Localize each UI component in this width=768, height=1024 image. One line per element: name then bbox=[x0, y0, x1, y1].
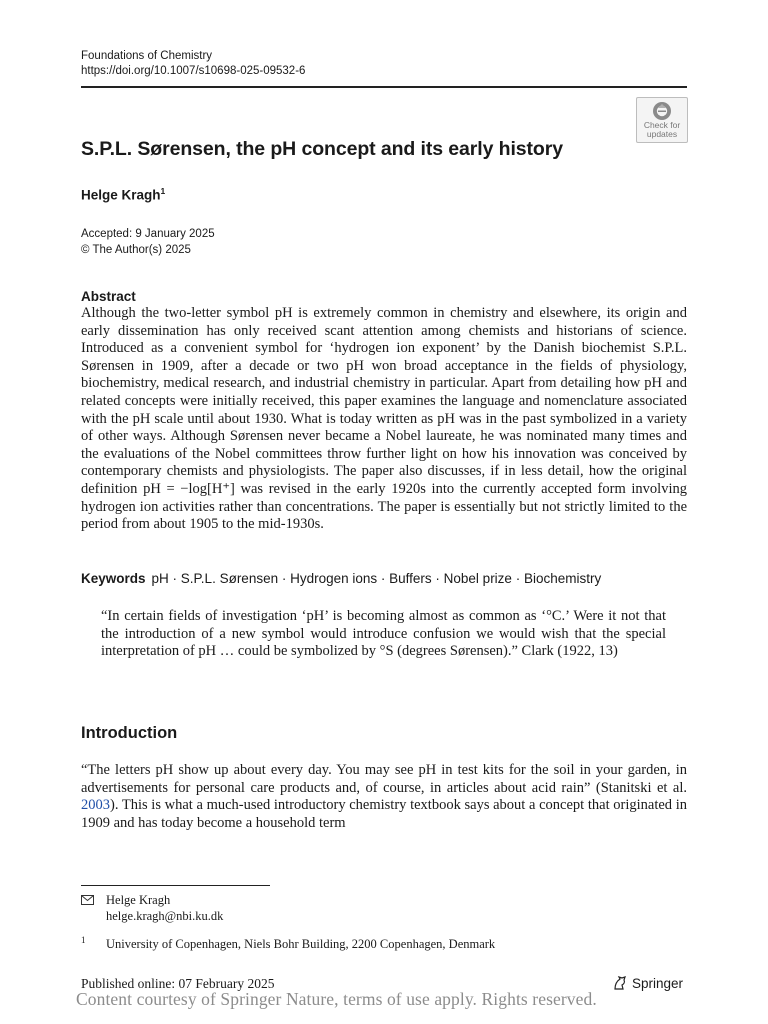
article-title: S.P.L. Sørensen, the pH concept and its early history bbox=[81, 138, 563, 160]
footnote-rule bbox=[81, 885, 270, 886]
keywords-list: pH · S.P.L. Sørensen · Hydrogen ions · Buffers · Nobel prize · Biochemistry bbox=[151, 571, 602, 586]
keywords-label: Keywords bbox=[81, 571, 146, 586]
affiliation-number: 1 bbox=[81, 935, 86, 945]
published-online: Published online: 07 February 2025 bbox=[81, 976, 275, 991]
keywords bbox=[81, 571, 687, 586]
citation-link[interactable]: 2003 bbox=[81, 797, 110, 814]
article-dates bbox=[81, 227, 215, 258]
abstract-text-part-1: Although the two-letter symbol pH is extremely common in chemistry and elsewhere, its origin and early dissemination has only received scant attention among chemists and historians of science. Introduced as a convenient symbol for ‘hydrogen ion exponent’ by the Danish biochemist S.P.L. Sørensen in 1909, after a decade or two pH won broad acceptance in the fields of physiology, biochemistry, medical research, and industrial chemistry in particular. Apart from detailing how pH and related concepts were initially received, this paper examines the language and nomenclature associated with the pH scale until about 1930. What is today written as pH was in the past symbolized in a variety of other ways. Although Sørensen never became a Nobel laureate, he was nominated many times and the evaluations of the Nobel committees throw further light on how his innovation was conceived by contemporary chemists and physiologists. The paper also discusses, if in less detail, how the original definition bbox=[81, 305, 687, 497]
springer-logo bbox=[612, 975, 683, 991]
affiliation: University of Copenhagen, Niels Bohr Building, 2200 Copenhagen, Denmark bbox=[106, 937, 496, 951]
intro-text-part-2: ). This is what a much-used introductory chemistry textbook says about a concept that originated in 1909 and has today become a household term bbox=[81, 797, 687, 831]
badge-line-2: updates bbox=[646, 128, 678, 139]
introduction-text bbox=[81, 762, 687, 832]
doi-link[interactable]: https://doi.org/10.1007/s10698-025-09532-6 bbox=[81, 64, 306, 77]
abstract-heading: Abstract bbox=[81, 289, 136, 304]
intro-text-part-1: “The letters pH show up about every day. You may see pH in test kits for the soil in your garden, in advertisements for personal care products and, of course, in articles about acid rain” (Stanitski et al. bbox=[81, 762, 687, 796]
corresponding-name: Helge Kragh bbox=[106, 893, 171, 907]
abstract-text-part-2: was revised in the early 1920s into the currently accepted form involving hydrogen ion activities rather than concentrations. The paper is essentially but not strictly limited to the period from about 1905 to the mid-1930s. bbox=[81, 480, 687, 533]
author-name: Helge Kragh bbox=[81, 187, 161, 203]
check-for-updates-badge[interactable] bbox=[636, 97, 688, 143]
author-line bbox=[81, 186, 165, 203]
check-for-updates-icon bbox=[652, 101, 672, 121]
accepted-date: Accepted: 9 January 2025 bbox=[81, 228, 215, 240]
journal-header bbox=[81, 49, 305, 78]
corresponding-author bbox=[106, 893, 223, 924]
corresponding-email[interactable]: helge.kragh@nbi.ku.dk bbox=[106, 908, 224, 923]
introduction-heading: Introduction bbox=[81, 724, 178, 742]
abstract-text bbox=[81, 305, 687, 534]
badge-line-1: Check for bbox=[643, 120, 681, 130]
ph-formula: pH = −log[H⁺] bbox=[143, 480, 235, 497]
epigraph-quote: “In certain fields of investigation ‘pH’ is becoming almost as common as ‘°C.’ Were it not that the introduction of a new symbol would introduce confusion we would wish that the special interpretation of pH … could be symbolized by °S (degrees Sørensen).” Clark (1922, 13) bbox=[101, 608, 666, 660]
author-affiliation-mark: 1 bbox=[160, 186, 166, 196]
publisher-name: Springer bbox=[632, 975, 684, 991]
journal-name: Foundations of Chemistry bbox=[81, 50, 213, 62]
copyright: © The Author(s) 2025 bbox=[81, 243, 191, 256]
header-rule bbox=[81, 86, 687, 88]
envelope-icon bbox=[81, 895, 94, 905]
springer-horse-icon bbox=[612, 975, 628, 991]
courtesy-notice: Content courtesy of Springer Nature, terms of use apply. Rights reserved. bbox=[76, 989, 597, 1009]
